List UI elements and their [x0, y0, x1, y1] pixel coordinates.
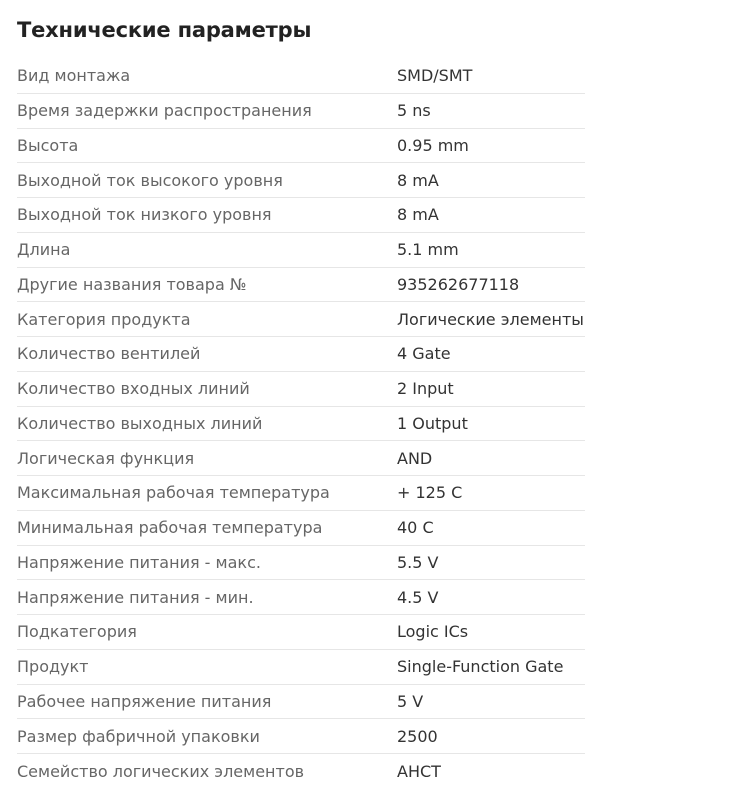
spec-row: [17, 198, 585, 233]
spec-row: [17, 441, 585, 476]
spec-value: 2 Input: [397, 379, 454, 399]
spec-row: [17, 233, 585, 268]
spec-value: Logic ICs: [397, 622, 469, 642]
spec-name: Подкатегория: [17, 622, 137, 642]
spec-name: Логическая функция: [17, 448, 195, 468]
section-title: Технические параметры: [17, 18, 312, 42]
spec-name: Продукт: [17, 657, 89, 677]
spec-value: 5.1 mm: [397, 240, 459, 260]
spec-name: Максимальная рабочая температура: [17, 483, 330, 503]
spec-value: 8 mA: [397, 170, 439, 190]
spec-row: [17, 476, 585, 511]
spec-row: [17, 302, 585, 337]
spec-value: Single-Function Gate: [397, 657, 564, 677]
spec-name: Время задержки распространения: [17, 101, 312, 121]
spec-name: Количество входных линий: [17, 379, 250, 399]
spec-row: [17, 580, 585, 615]
spec-value: AHCT: [397, 761, 441, 781]
spec-value: 0.95 mm: [397, 135, 469, 155]
spec-value: 8 mA: [397, 205, 439, 225]
spec-value: AND: [397, 448, 433, 468]
spec-value: 1 Output: [397, 413, 468, 433]
spec-name: Напряжение питания - мин.: [17, 587, 254, 607]
spec-name: Вид монтажа: [17, 66, 131, 86]
spec-name: Количество выходных линий: [17, 413, 263, 433]
spec-value: Логические элементы: [397, 309, 584, 329]
spec-name: Напряжение питания - макс.: [17, 552, 261, 572]
spec-row: [17, 511, 585, 546]
spec-name: Высота: [17, 135, 79, 155]
spec-value: 935262677118: [397, 274, 520, 294]
spec-row: [17, 650, 585, 685]
spec-value: 4.5 V: [397, 587, 439, 607]
spec-row: [17, 546, 585, 581]
specs-table: [17, 59, 585, 789]
spec-name: Количество вентилей: [17, 344, 201, 364]
spec-row: [17, 685, 585, 720]
spec-name: Рабочее напряжение питания: [17, 691, 272, 711]
spec-value: 5 ns: [397, 101, 431, 121]
spec-row: [17, 719, 585, 754]
spec-name: Выходной ток низкого уровня: [17, 205, 272, 225]
spec-value: 5.5 V: [397, 552, 439, 572]
spec-value: SMD/SMT: [397, 66, 473, 86]
spec-row: [17, 615, 585, 650]
spec-name: Минимальная рабочая температура: [17, 518, 323, 538]
spec-row: [17, 129, 585, 164]
spec-row: [17, 268, 585, 303]
spec-name: Выходной ток высокого уровня: [17, 170, 283, 190]
spec-value: 4 Gate: [397, 344, 451, 364]
spec-value: 5 V: [397, 691, 424, 711]
spec-value: 2500: [397, 726, 438, 746]
spec-row: [17, 372, 585, 407]
spec-row: [17, 407, 585, 442]
spec-name: Категория продукта: [17, 309, 191, 329]
spec-row: [17, 59, 585, 94]
spec-row: [17, 163, 585, 198]
spec-name: Размер фабричной упаковки: [17, 726, 260, 746]
tech-specs-section: [17, 14, 585, 789]
spec-name: Другие названия товара №: [17, 274, 247, 294]
spec-value: 40 C: [397, 518, 434, 538]
spec-name: Семейство логических элементов: [17, 761, 305, 781]
spec-value: + 125 C: [397, 483, 463, 503]
spec-row: [17, 337, 585, 372]
spec-row: [17, 94, 585, 129]
spec-row: [17, 754, 585, 789]
spec-name: Длина: [17, 240, 71, 260]
